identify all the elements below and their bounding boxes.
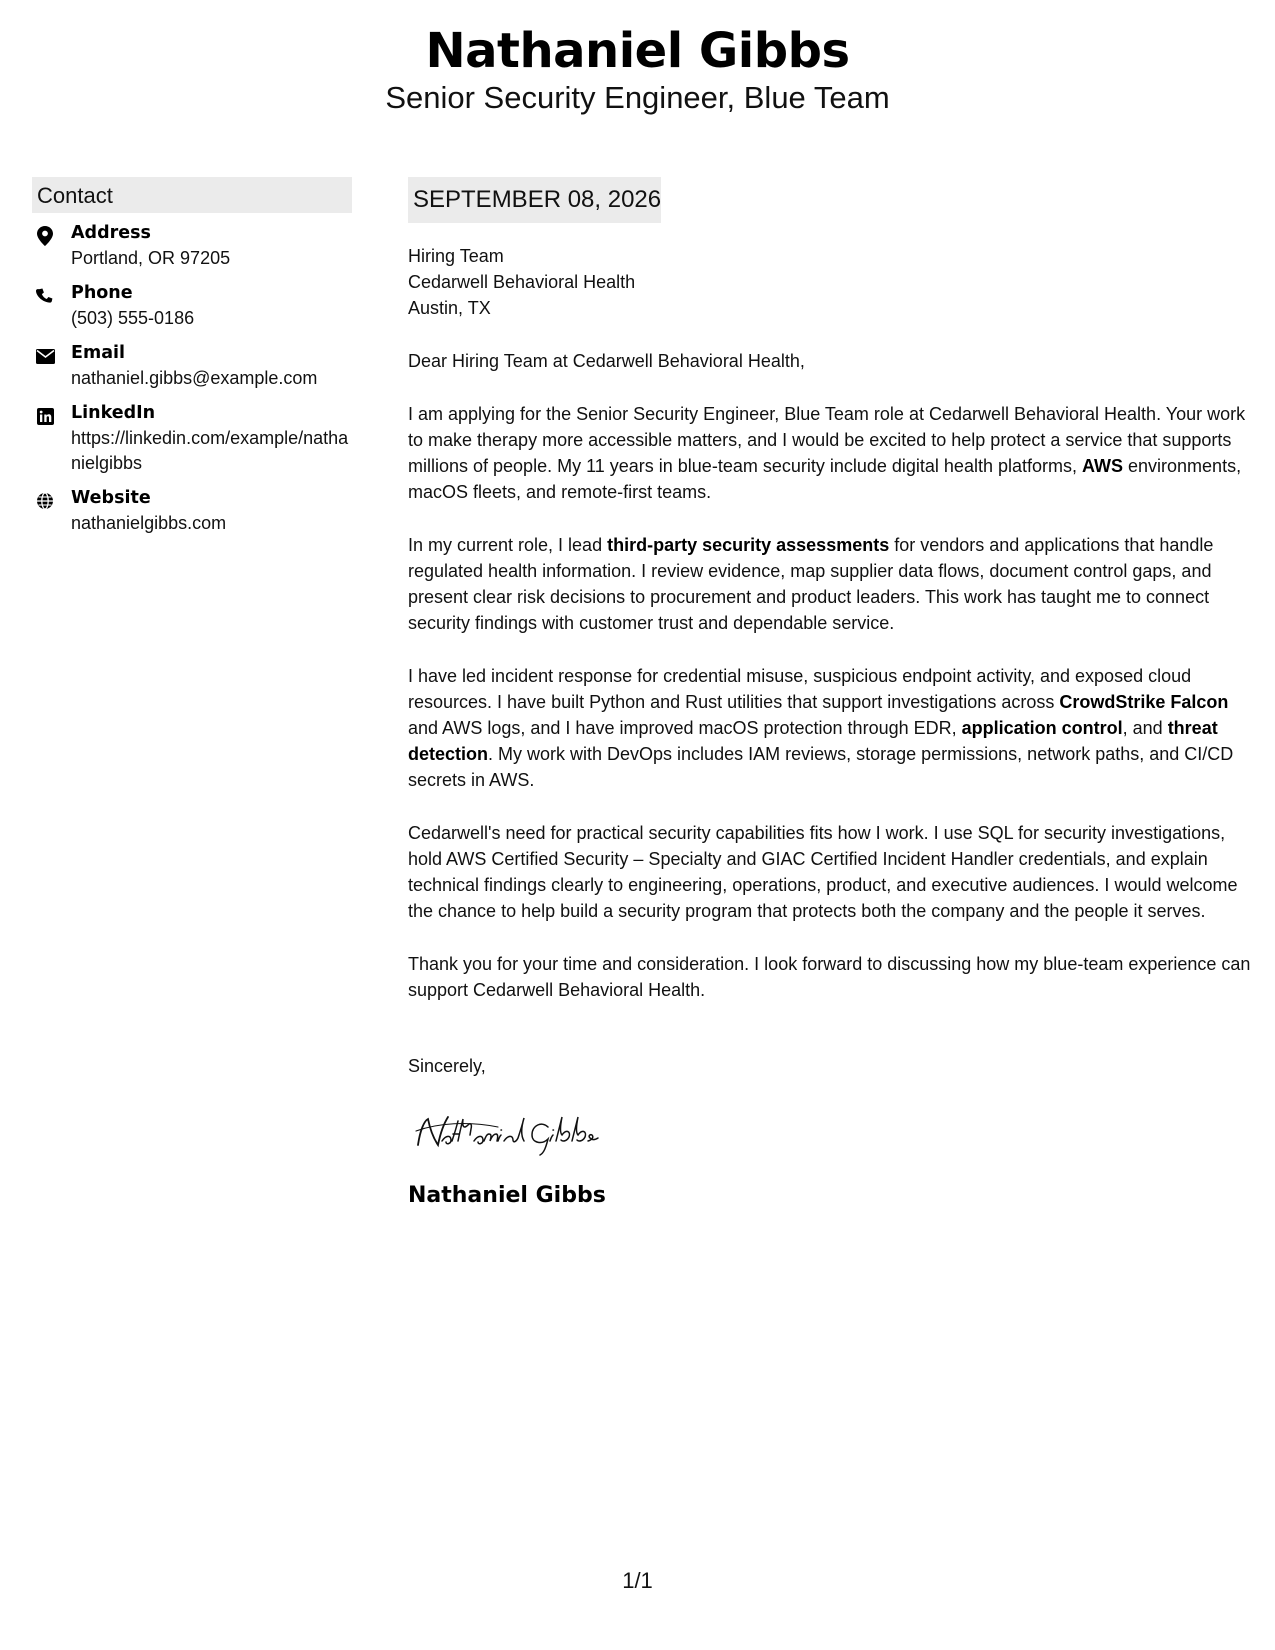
handwritten-signature <box>408 1107 1254 1161</box>
applicant-name: Nathaniel Gibbs <box>425 23 850 79</box>
paragraph-1: I am applying for the Senior Security Engineer, Blue Team role at Cedarwell Behavioral Health. Your work to make therapy more accessible matters, and I would be excited to help protect a service that supports millions of people. My 11 years in blue-team security include digital health platforms, AWS environments, macOS fleets, and remote-first teams. <box>408 404 1246 502</box>
signer-name: Nathaniel Gibbs <box>408 1183 606 1208</box>
contact-label: LinkedIn <box>71 403 156 423</box>
contact-label: Phone <box>71 283 133 303</box>
contact-heading: Contact <box>32 177 352 213</box>
contact-address <box>32 221 352 271</box>
bold-keyword: third-party security assessments <box>607 535 890 555</box>
greeting: Dear Hiring Team at Cedarwell Behavioral Health, <box>408 351 805 371</box>
contact-label: Website <box>71 488 151 508</box>
letter-body <box>408 177 1254 1208</box>
recipient-line: Cedarwell Behavioral Health <box>408 272 636 292</box>
bold-keyword: CrowdStrike Falcon <box>1059 692 1229 712</box>
contact-label: Address <box>71 223 151 243</box>
globe-icon <box>35 491 55 511</box>
contact-email <box>32 341 352 391</box>
bold-keyword: AWS <box>1082 456 1124 476</box>
bold-keyword: threat detection <box>408 718 1218 764</box>
recipient-line: Hiring Team <box>408 246 504 266</box>
recipient-line: Austin, TX <box>408 298 491 318</box>
contact-label: Email <box>71 343 125 363</box>
paragraph-3: I have led incident response for credential misuse, suspicious endpoint activity, and exposed cloud resources. I have built Python and Rust utilities that support investigations across CrowdStrike Falcon and AWS logs, and I have improved macOS protection through EDR, application control, and threat detection. My work with DevOps includes IAM reviews, storage permissions, network paths, and CI/CD secrets in AWS. <box>408 666 1234 790</box>
linkedin-icon <box>35 406 55 426</box>
closing: Sincerely, <box>408 1056 486 1076</box>
letter-date: SEPTEMBER 08, 2026 <box>408 177 661 223</box>
page-number: 1/1 <box>622 1568 653 1593</box>
contact-sidebar <box>32 177 352 546</box>
bold-keyword: application control <box>961 718 1123 738</box>
paragraph-2: In my current role, I lead third-party security assessments for vendors and applications that handle regulated health information. I review evidence, map supplier data flows, document control gaps, and present clear risk decisions to procurement and product leaders. This work has taught me to connect security findings with customer trust and dependable service. <box>408 535 1214 633</box>
contact-website <box>32 486 352 536</box>
paragraph-4: Cedarwell's need for practical security capabilities fits how I work. I use SQL for security investigations, hold AWS Certified Security – Specialty and GIAC Certified Incident Handler credentials, and explain technical findings clearly to engineering, operations, product, and executive audiences. I would welcome the chance to help build a security program that protects both the company and the people it serves. <box>408 823 1238 921</box>
contact-value: https://linkedin.com/example/nathanielgibbs <box>71 428 349 473</box>
contact-value: nathaniel.gibbs@example.com <box>71 368 318 388</box>
contact-phone <box>32 281 352 331</box>
contact-value: nathanielgibbs.com <box>71 513 227 533</box>
contact-value: Portland, OR 97205 <box>71 248 231 268</box>
envelope-icon <box>35 346 55 366</box>
applicant-title: Senior Security Engineer, Blue Team <box>385 80 890 115</box>
phone-icon <box>35 286 55 306</box>
contact-value: (503) 555-0186 <box>71 308 195 328</box>
recipient-block <box>408 243 1254 321</box>
map-pin-icon <box>35 226 55 246</box>
letter-header <box>0 22 1275 116</box>
paragraph-5: Thank you for your time and consideration. I look forward to discussing how my blue-team experience can support Cedarwell Behavioral Health. <box>408 954 1251 1000</box>
contact-linkedin <box>32 401 352 476</box>
